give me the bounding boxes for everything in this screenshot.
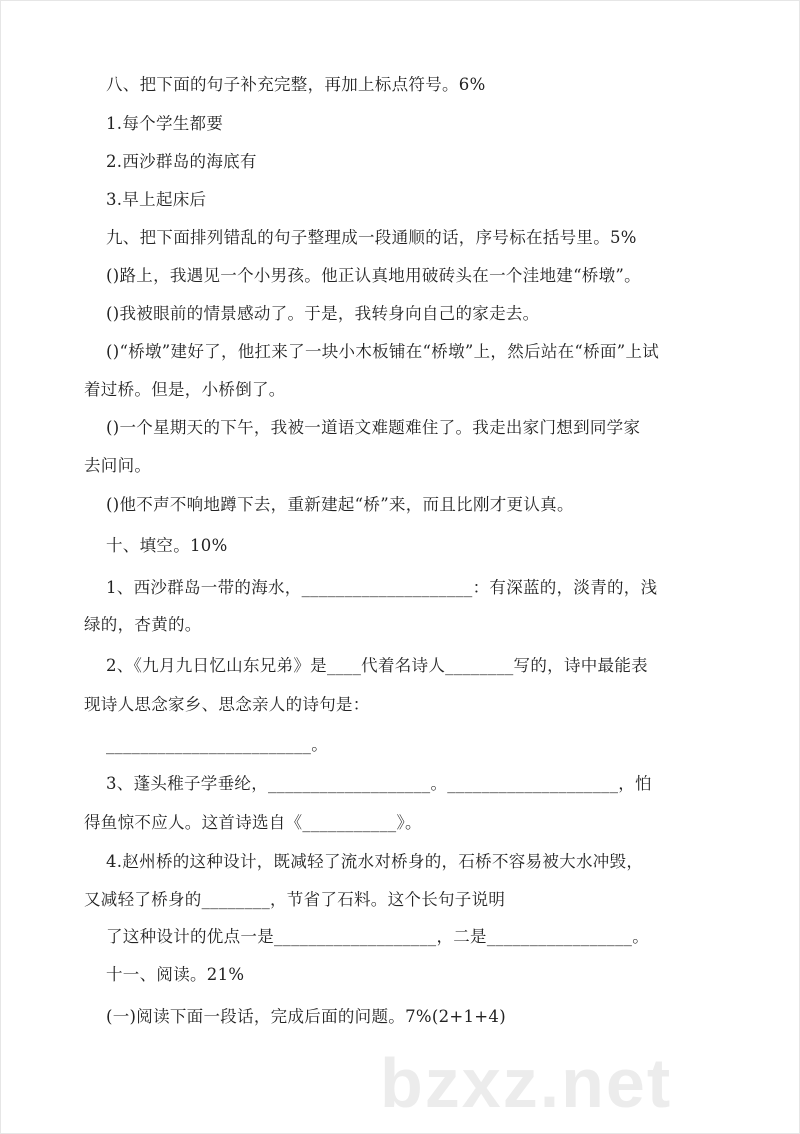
s10-question-1: 1、西沙群岛一带的海水，____________________：有深蓝的，淡青的，浅 [106,578,658,597]
section-10-title: 十、填空。10% [106,536,228,555]
s10-question-2-cont: 现诗人思念家乡、思念亲人的诗句是： [84,695,370,714]
s8-question-3: 3.早上起床后 [106,190,207,209]
s10-question-4-cont2: 了这种设计的优点一是___________________，二是_________________。 [106,927,649,946]
s10-question-4-cont: 又减轻了桥身的________，节省了石料。这个长句子说明 [84,890,506,909]
s10-question-2-blank: ________________________。 [106,735,328,754]
s9-sentence-e: ()他不声不响地蹲下去，重新建起“桥”来，而且比刚才更认真。 [106,495,574,514]
s10-question-1-cont: 绿的，杏黄的。 [84,615,202,634]
section-8-title: 八、把下面的句子补充完整，再加上标点符号。6% [106,75,486,94]
s8-question-2: 2.西沙群岛的海底有 [106,152,257,171]
s11-subsection-1: (一)阅读下面一段话，完成后面的问题。7%(2+1+4) [106,1007,506,1026]
s9-sentence-b: ()我被眼前的情景感动了。于是，我转身向自己的家走去。 [106,304,540,323]
watermark: bzxz.net [380,1044,673,1122]
s8-question-1: 1.每个学生都要 [106,114,224,133]
s9-sentence-d: ()一个星期天的下午，我被一道语文难题难住了。我走出家门想到同学家 [106,418,641,437]
s10-question-3-cont: 得鱼惊不应人。这首诗选自《___________》。 [84,813,422,832]
s10-question-2: 2、《九月九日忆山东兄弟》是____代着名诗人________写的，诗中最能表 [106,656,648,675]
section-11-title: 十一、阅读。21% [106,965,245,984]
s10-question-4: 4.赵州桥的这种设计，既减轻了流水对桥身的，石桥不容易被大水冲毁， [106,852,644,871]
s10-question-3: 3、蓬头稚子学垂纶，___________________。____________________，怕 [106,774,652,793]
s9-sentence-a: ()路上，我遇见一个小男孩。他正认真地用破砖头在一个洼地建“桥墩”。 [106,266,641,285]
s9-sentence-c: ()“桥墩”建好了，他扛来了一块小木板铺在“桥墩”上，然后站在“桥面”上试 [106,342,660,361]
s9-sentence-c-cont: 着过桥。但是，小桥倒了。 [84,380,286,399]
section-9-title: 九、把下面排列错乱的句子整理成一段通顺的话，序号标在括号里。5% [106,228,637,247]
s9-sentence-d-cont: 去问问。 [84,456,152,475]
